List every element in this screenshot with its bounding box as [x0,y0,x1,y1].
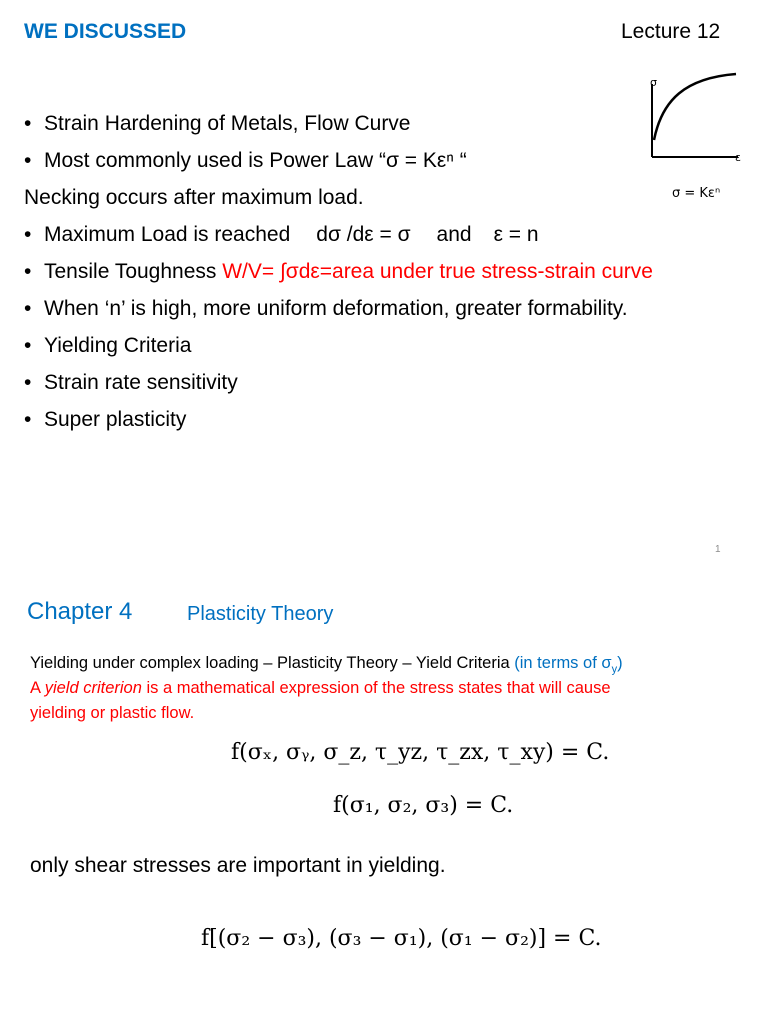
intro-text: Yielding under complex loading – Plasticity Theory – Yield Criteria [30,654,510,672]
bullet-marker: • [24,112,32,135]
in-terms-of-note: (in terms of $\sigma_y$) [514,654,623,676]
yield-criterion-term: yield criterion [44,679,142,697]
derivative-condition: dσ /dε = σ [316,223,411,246]
bullet-marker: • [24,297,32,320]
strain-condition: ε = n [493,223,539,246]
bullet-text: Tensile Toughness [44,260,223,283]
yield-criterion-definition-cont: yielding or plastic flow. [30,704,195,722]
flow-curve [654,74,736,140]
shear-stress-statement: only shear stresses are important in yielding. [30,854,446,877]
bullet-marker: • [24,223,32,246]
yielding-intro-line [30,654,623,675]
bullet-maximum-load [24,223,539,247]
bullet-text: Strain rate sensitivity [44,371,238,394]
yield-function-shear: f[(σ₂ − σ₃), (σ₃ − σ₁), (σ₁ − σ₂)] = C. [201,926,602,951]
yield-criterion-definition: A yield criterion is a mathematical expression of the stress states that will cause [30,679,611,697]
chapter-title: Chapter 4 [27,598,133,625]
lecture-label: Lecture 12 [621,20,721,43]
bullet-text: Maximum Load is reached [44,223,291,246]
bullet-tensile-toughness [24,260,653,284]
bullet-yielding-criteria [24,334,191,358]
power-law-caption: σ = Kεⁿ [672,186,721,201]
chapter-subtitle: Plasticity Theory [187,603,334,625]
bullet-text: Most commonly used is Power Law “σ = Kεⁿ “ [44,149,467,172]
bullet-marker: • [24,334,32,357]
bullet-strain-hardening [24,112,411,136]
bullet-power-law [24,149,467,173]
slide-title: WE DISCUSSED [24,20,187,43]
flow-curve-graph [640,70,750,175]
page-number: 1 [715,544,721,555]
necking-text: Necking occurs after maximum load. [24,186,364,209]
strain-axis-symbol: ε [735,151,741,164]
stress-axis-symbol: σ [650,76,657,89]
bullet-text: Strain Hardening of Metals, Flow Curve [44,112,411,135]
bullet-marker: • [24,371,32,394]
bullet-text: Yielding Criteria [44,334,192,357]
bullet-marker: • [24,149,32,172]
bullet-strain-rate [24,371,238,395]
bullet-super-plasticity [24,408,186,432]
bullet-marker: • [24,408,32,431]
bullet-marker: • [24,260,32,283]
yield-function-principal: f(σ₁, σ₂, σ₃) = C. [333,793,514,818]
slide-chapter-4 [0,568,768,1024]
bullet-n-high [24,297,628,321]
yield-function-general: f(σₓ, σᵧ, σ_z, τ_yz, τ_zx, τ_xy) = C. [231,740,610,765]
bullet-text: When ‘n’ is high, more uniform deformation, greater formability. [44,297,628,320]
toughness-formula: W/V= ∫σdε=area under true stress-strain curve [222,260,653,283]
bullet-text: Super plasticity [44,408,187,431]
conjunction: and [436,223,472,246]
